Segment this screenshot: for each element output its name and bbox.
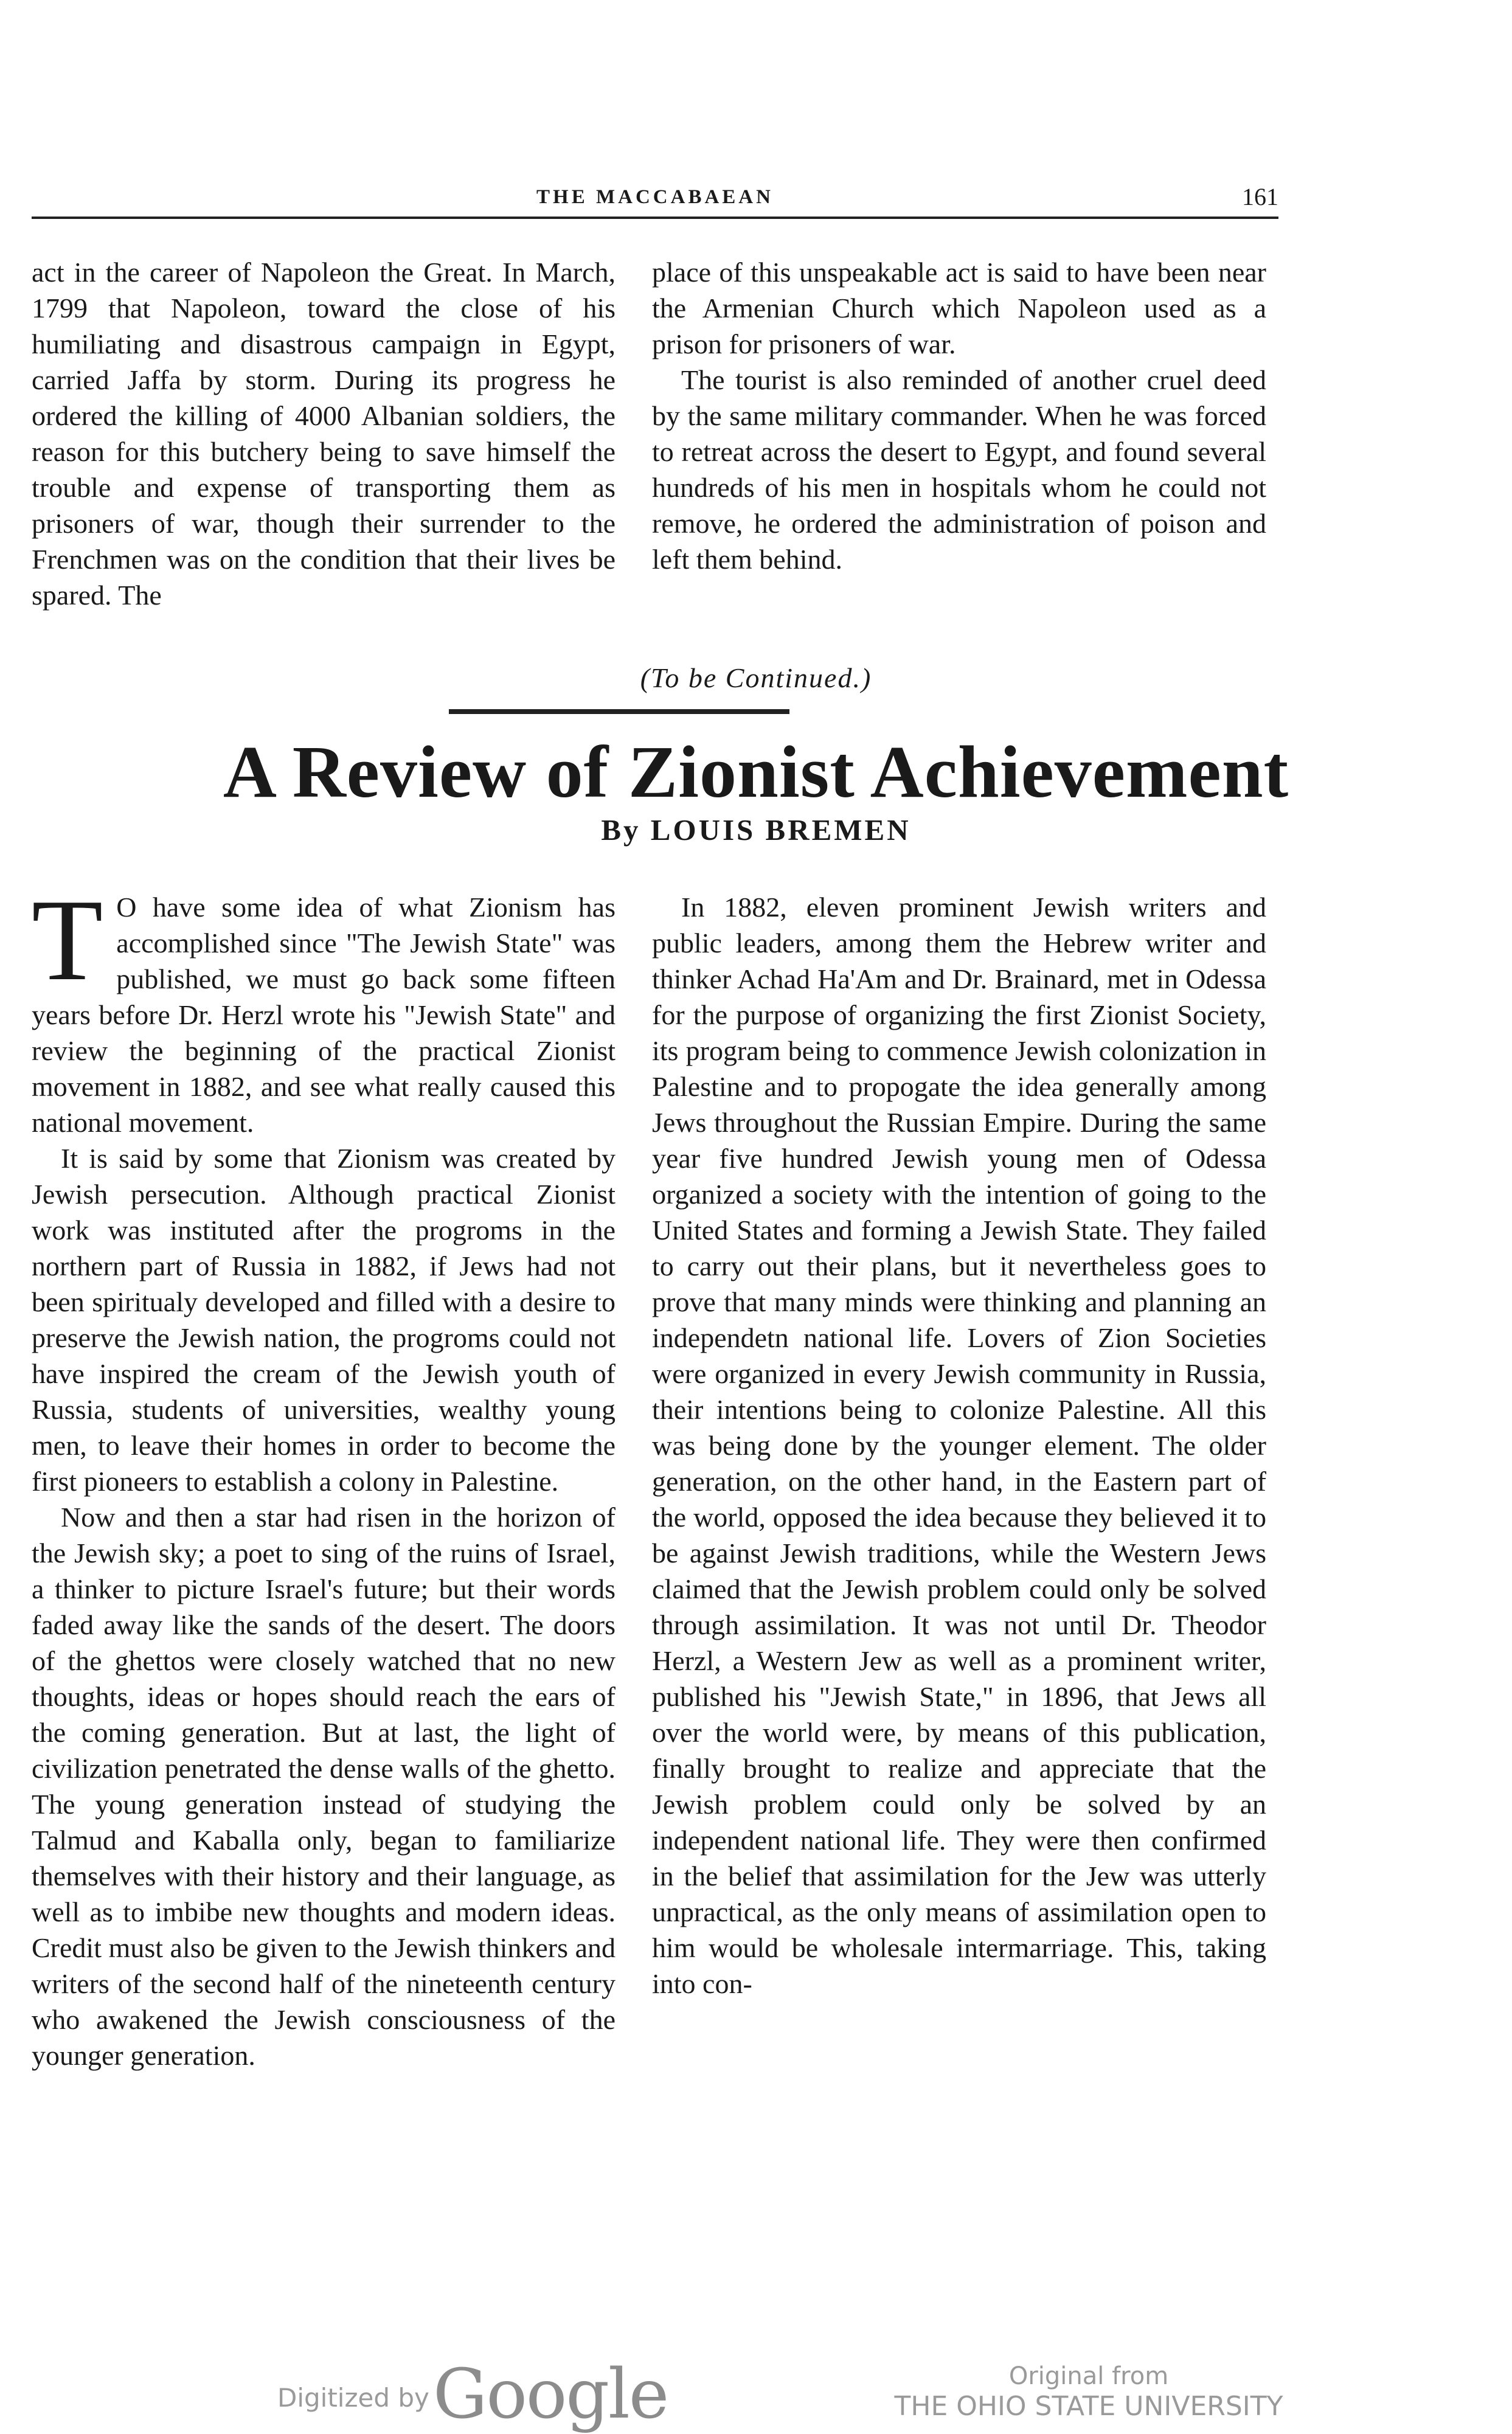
original-from-credit bbox=[870, 2361, 1308, 2422]
article-right-column bbox=[652, 889, 1266, 2002]
previous-article-paragraph: The tourist is also reminded of another cruel deed by the same military commander. When he was forced to retreat across the desert to Egypt, and found several hundreds of his men in hospitals whom he could not remove, he ordered the administration of poison and left them behind. bbox=[652, 364, 1266, 575]
article-paragraph: Now and then a star had risen in the horizon of the Jewish sky; a poet to sing of the ruins of Israel, a thinker to picture Israel's future; but their words faded away like the sands of the desert. The doors of the ghettos were closely watched that no new thoughts, ideas or hopes should reach the ears of the coming generation. But at last, the light of civilization penetrated the dense walls of the ghetto. The young generation instead of studying the Talmud and Kaballa only, began to familiarize themselves with their history and their language, as well as to imbibe new thoughts and modern ideas. Credit must also be given to the Jewish thinkers and writers of the second half of the nineteenth century who awakened the Jewish consciousness of the younger generation. bbox=[32, 1502, 616, 2071]
running-header bbox=[32, 182, 1278, 219]
university-name: THE OHIO STATE UNIVERSITY bbox=[894, 2391, 1283, 2422]
header-rule bbox=[32, 217, 1278, 219]
previous-article-paragraph: place of this unspeakable act is said to have been near the Armenian Church which Napoleon used as a prison for prisoners of war. bbox=[652, 257, 1266, 359]
article-left-column bbox=[32, 875, 616, 2073]
google-logo: Google bbox=[433, 2355, 668, 2434]
article-paragraph: It is said by some that Zionism was created by Jewish persecution. Although practical Zionist work was instituted after the progroms in the northern part of Russia in 1882, if Jews had not been spiritualy developed and filled with a desire to preserve the Jewish nation, the progroms could not have inspired the cream of the Jewish youth of Russia, students of universities, wealthy young men, to leave their homes in order to become the first pioneers to establish a colony in Palestine. bbox=[32, 1143, 616, 1497]
previous-article-paragraph: act in the career of Napoleon the Great. In March, 1799 that Napoleon, toward the close of his humiliating and disastrous campaign in Egypt, carried Jaffa by storm. During its progress he ordered the killing of 4000 Albanian soldiers, the reason for this butchery being to save himself the trouble and expense of transporting them as prisoners of war, though their surrender to the Frenchmen was on the condition that their lives be spared. The bbox=[32, 257, 616, 611]
article-paragraph bbox=[32, 875, 616, 1140]
original-from-label: Original from bbox=[1008, 2362, 1169, 2390]
continued-note: (To be Continued.) bbox=[640, 662, 872, 693]
digitized-by-label: Digitized by bbox=[277, 2383, 429, 2413]
article-title: A Review of Zionist Achievement bbox=[223, 731, 1289, 813]
journal-title: THE MACCABAEAN bbox=[536, 186, 774, 208]
article-paragraph-text: O have some idea of what Zionism has accomplished since "The Jewish State" was published, we must go back some fifteen years before Dr. Herzl wrote his "Jewish State" and review the beginning of the practical Zionist movement in 1882, and see what really caused this national movement. bbox=[32, 892, 616, 1138]
page-number: 161 bbox=[1242, 183, 1278, 210]
article-divider bbox=[449, 709, 789, 714]
article-byline: By LOUIS BREMEN bbox=[601, 813, 911, 847]
article-paragraph: In 1882, eleven prominent Jewish writers and public leaders, among them the Hebrew writer and thinker Achad Ha'Am and Dr. Brainard, met in Odessa for the purpose of organizing the first Zionist Society, its program being to commence Jewish colonization in Palestine and to propogate the idea generally among Jews throughout the Russian Empire. During the same year five hundred Jewish young men of Odessa organized a society with the intention of going to the United States and forming a Jewish State. They failed to carry out their plans, but it nevertheless goes to prove that many minds were thinking and planning an independetn national life. Lovers of Zion Societies were organized in every Jewish community in Russia, their intentions being to colonize Palestine. All this was being done by the younger element. The older generation, on the other hand, in the Eastern part of the world, opposed the idea because they believed it to be against Jewish traditions, while the Western Jews claimed that the Jewish problem could only be solved through assimilation. It was not until Dr. Theodor Herzl, a Western Jew as well as a prominent writer, published his "Jewish State," in 1896, that Jews all over the world were, by means of this publication, finally brought to realize and appreciate that the Jewish problem could only be solved by an independent national life. They were then confirmed in the belief that assimilation for the Jew was utterly unpractical, as the only means of assimilation open to him would be wholesale intermarriage. This, taking into con- bbox=[652, 892, 1266, 1999]
previous-article-right-column bbox=[652, 254, 1266, 577]
drop-cap: T bbox=[32, 875, 103, 1005]
previous-article-left-column bbox=[32, 254, 616, 613]
